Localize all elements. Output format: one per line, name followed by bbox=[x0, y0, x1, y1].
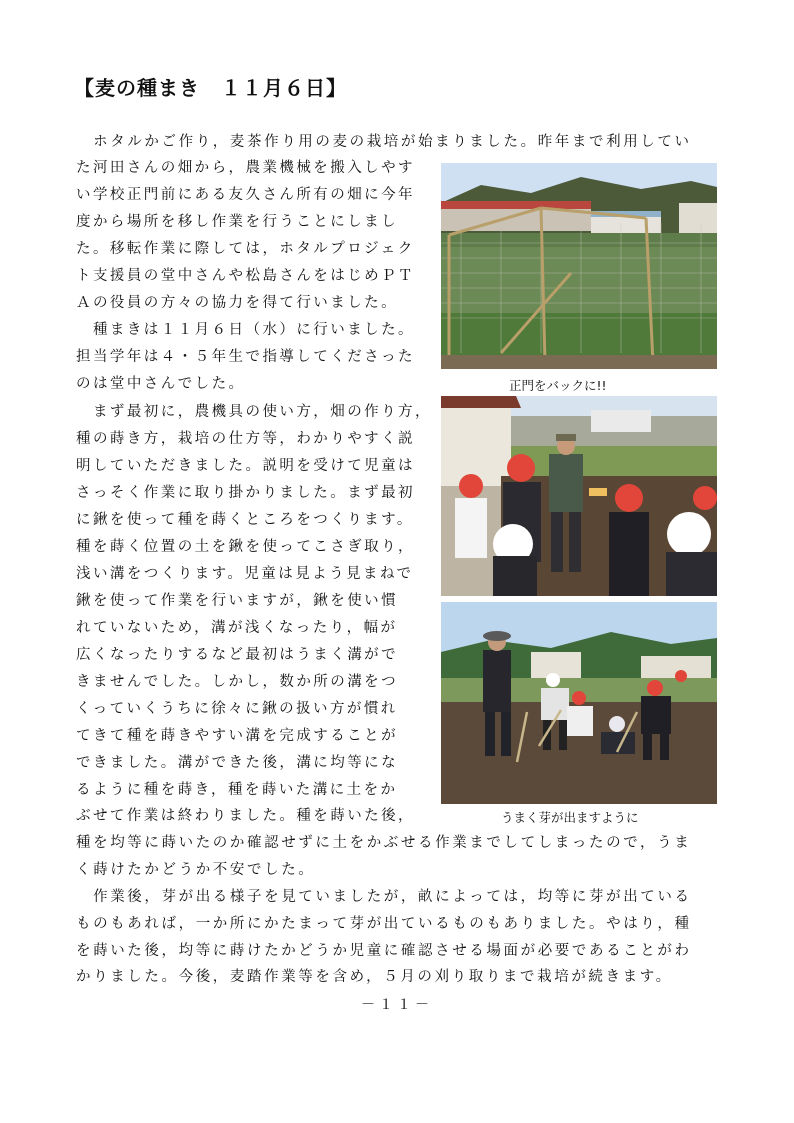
text-line: Ａの役員の方々の協力を得て行いました。 bbox=[76, 295, 399, 311]
text-line: かりました。今後，麦踏作業等を含め，５月の刈り取りまで栽培が続きます。 bbox=[76, 969, 673, 985]
text-line: くっていくうちに徐々に鍬の扱い方が慣れ bbox=[76, 701, 398, 717]
text-line: た。移転作業に際しては，ホタルプロジェク bbox=[76, 241, 415, 257]
text-line: ものもあれば，一か所にかたまって芽が出ているものもありました。やはり，種 bbox=[76, 916, 692, 932]
photo-netted-field bbox=[441, 163, 717, 369]
text-line: れていないため，溝が浅くなったり，幅が bbox=[76, 620, 398, 636]
text-line: 種まきは１１月６日（水）に行いました。 bbox=[76, 322, 415, 338]
text-line: 浅い溝をつくります。児童は見よう見まねで bbox=[76, 566, 414, 582]
text-line: ホタルかご作り，麦茶作り用の麦の栽培が始まりました。昨年まで利用してい bbox=[76, 134, 692, 150]
photo-caption: うまく芽が出ますように bbox=[501, 810, 639, 825]
text-line: い学校正門前にある友久さん所有の畑に今年 bbox=[76, 187, 415, 203]
photo-caption: 正門をバックに!! bbox=[509, 378, 607, 393]
text-line: 担当学年は４・５年生で指導してくださった bbox=[76, 349, 415, 365]
text-line: るように種を蒔き，種を蒔いた溝に土をか bbox=[76, 782, 398, 798]
photo-hoeing bbox=[441, 602, 717, 804]
text-line: ト支援員の堂中さんや松島さんをはじめＰＴ bbox=[76, 268, 415, 284]
text-line: 種の蒔き方，栽培の仕方等，わかりやすく説 bbox=[76, 431, 415, 447]
text-line: 広くなったりするなど最初はうまく溝がで bbox=[76, 647, 399, 663]
text-line: 種を均等に蒔いたのか確認せずに土をかぶせる作業までしてしまったので，うま bbox=[76, 835, 692, 851]
text-line: く蒔けたかどうか不安でした。 bbox=[76, 862, 316, 878]
text-line: 作業後，芽が出る様子を見ていましたが，畝によっては，均等に芽が出ている bbox=[76, 889, 692, 905]
page-number: －１１－ bbox=[361, 997, 433, 1013]
page-title: 【麦の種まき １１月６日】 bbox=[74, 76, 347, 100]
text-line: できました。溝ができた後，溝に均等にな bbox=[76, 755, 399, 771]
text-line: まず最初に，農機具の使い方，畑の作り方， bbox=[76, 404, 432, 420]
text-line: 明していただきました。説明を受けて児童は bbox=[76, 458, 415, 474]
text-line: 度から場所を移し作業を行うことにしまし bbox=[76, 214, 399, 230]
photo-instruction bbox=[441, 396, 717, 596]
text-line: ぶせて作業は終わりました。種を蒔いた後， bbox=[76, 808, 415, 824]
text-line: てきて種を蒔きやすい溝を完成することが bbox=[76, 728, 399, 744]
text-line: きませんでした。しかし，数か所の溝をつ bbox=[76, 674, 399, 690]
text-line: た河田さんの畑から，農業機械を搬入しやす bbox=[76, 160, 415, 176]
text-line: 種を蒔く位置の土を鍬を使ってこさぎ取り， bbox=[76, 539, 415, 555]
text-line: さっそく作業に取り掛かりました。まず最初 bbox=[76, 485, 415, 501]
text-line: のは堂中さんでした。 bbox=[76, 376, 246, 392]
text-line: に鍬を使って種を蒔くところをつくります。 bbox=[76, 512, 414, 528]
text-line: を蒔いた後，均等に蒔けたかどうか児童に確認させる場面が必要であることがわ bbox=[76, 943, 692, 959]
text-line: 鍬を使って作業を行いますが，鍬を使い慣 bbox=[76, 593, 399, 609]
